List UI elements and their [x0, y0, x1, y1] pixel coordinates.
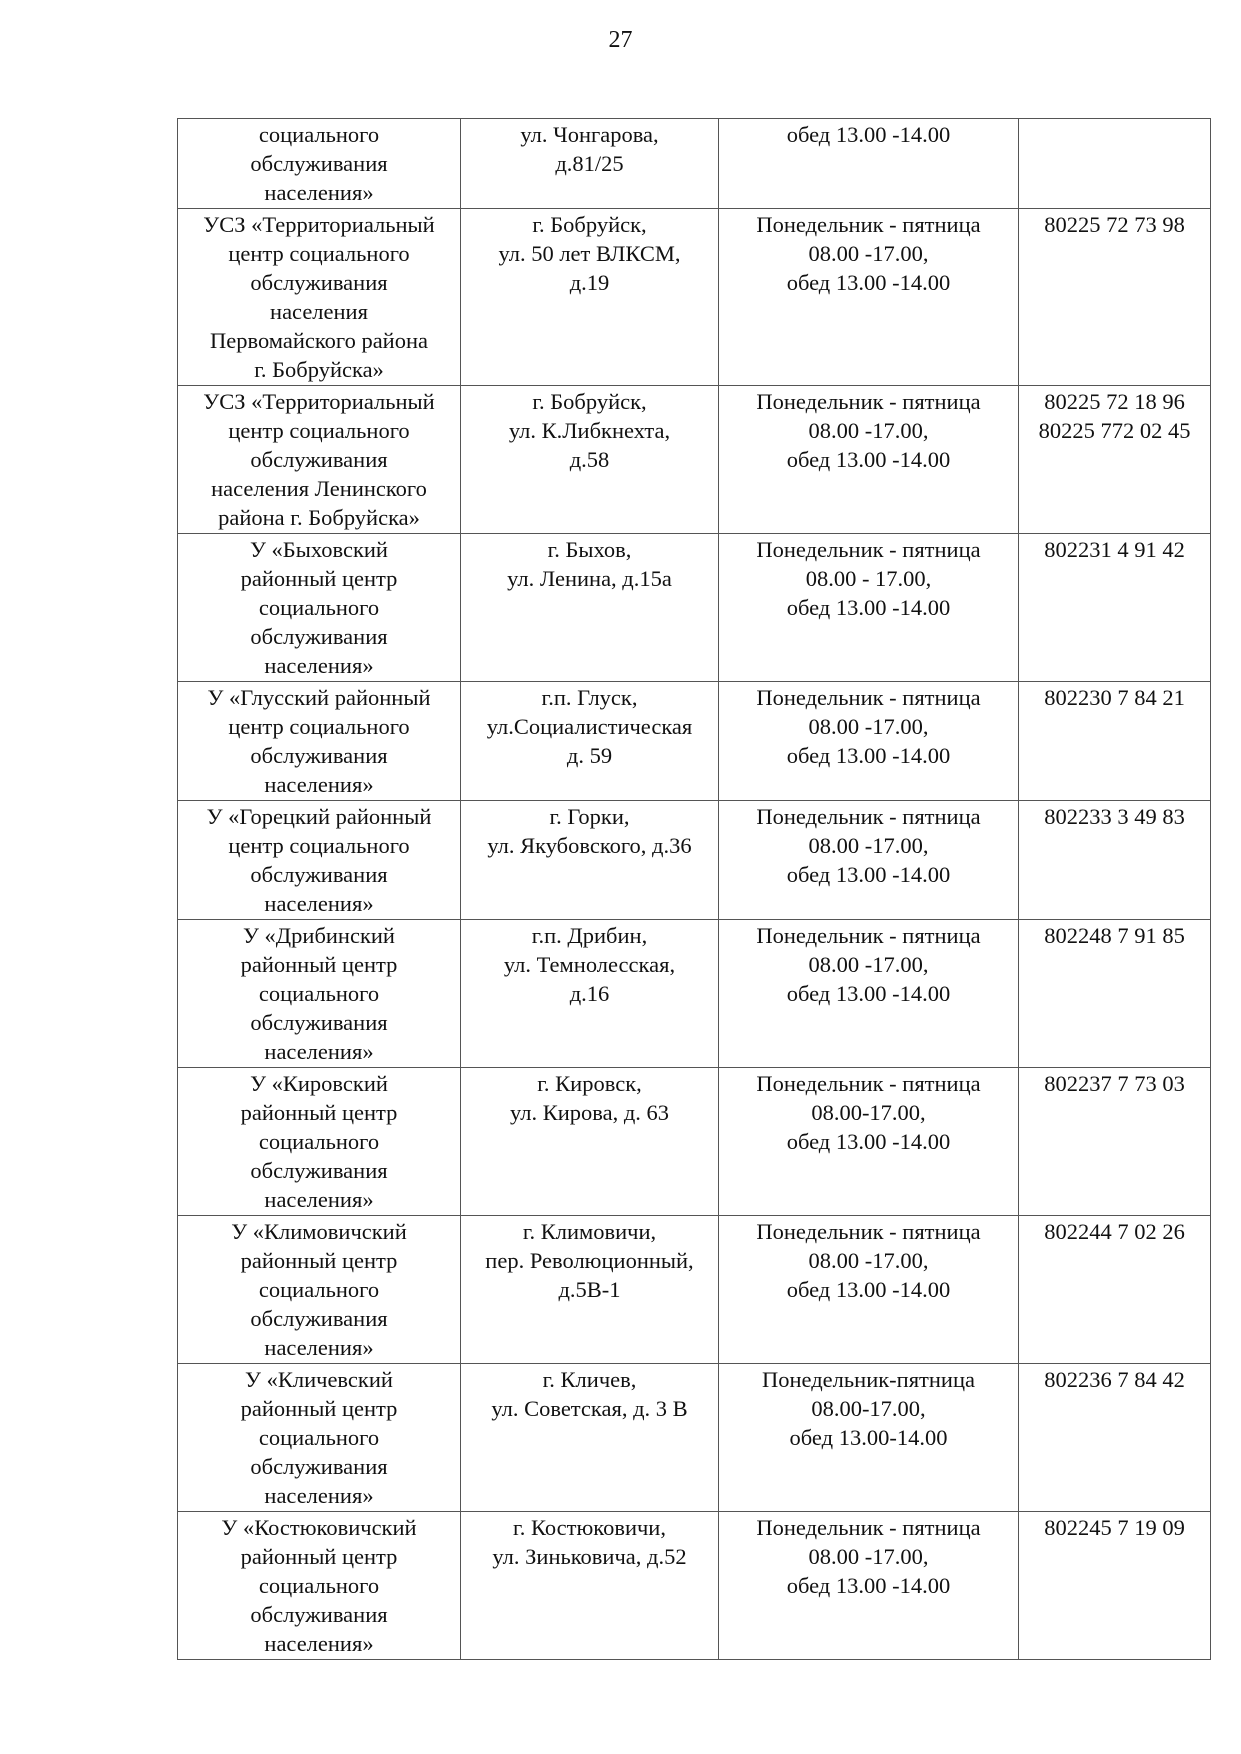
phone-cell: 802245 7 19 09 — [1019, 1512, 1211, 1660]
table-row — [178, 801, 1211, 920]
org-name-cell: социального обслуживания населения» — [178, 119, 461, 209]
address-cell: г. Климовичи, пер. Революционный, д.5В-1 — [461, 1216, 719, 1364]
address-cell: г.п. Дрибин, ул. Темнолесская, д.16 — [461, 920, 719, 1068]
table-row — [178, 209, 1211, 386]
phone-cell: 802233 3 49 83 — [1019, 801, 1211, 920]
address-cell: ул. Чонгарова, д.81/25 — [461, 119, 719, 209]
schedule-cell: Понедельник - пятница 08.00 - 17.00, обед 13.00 -14.00 — [719, 534, 1019, 682]
schedule-cell: Понедельник - пятница 08.00 -17.00, обед 13.00 -14.00 — [719, 209, 1019, 386]
org-name-cell: У «Кировский районный центр социального обслуживания населения» — [178, 1068, 461, 1216]
org-name-cell: У «Горецкий районный центр социального обслуживания населения» — [178, 801, 461, 920]
phone-cell: 802237 7 73 03 — [1019, 1068, 1211, 1216]
schedule-cell: Понедельник - пятница 08.00 -17.00, обед 13.00 -14.00 — [719, 682, 1019, 801]
address-cell: г. Бобруйск, ул. 50 лет ВЛКСМ, д.19 — [461, 209, 719, 386]
phone-cell — [1019, 119, 1211, 209]
address-cell: г. Кировск, ул. Кирова, д. 63 — [461, 1068, 719, 1216]
schedule-cell: Понедельник - пятница 08.00 -17.00, обед 13.00 -14.00 — [719, 1512, 1019, 1660]
org-name-cell: У «Глусский районный центр социального обслуживания населения» — [178, 682, 461, 801]
table-row — [178, 386, 1211, 534]
phone-cell: 802244 7 02 26 — [1019, 1216, 1211, 1364]
schedule-cell: Понедельник - пятница 08.00 -17.00, обед 13.00 -14.00 — [719, 386, 1019, 534]
schedule-cell: Понедельник - пятница 08.00 -17.00, обед 13.00 -14.00 — [719, 920, 1019, 1068]
address-cell: г. Кличев, ул. Советская, д. 3 В — [461, 1364, 719, 1512]
org-name-cell: У «Климовичский районный центр социального обслуживания населения» — [178, 1216, 461, 1364]
table-row — [178, 1512, 1211, 1660]
schedule-cell: Понедельник - пятница 08.00 -17.00, обед 13.00 -14.00 — [719, 801, 1019, 920]
table-row — [178, 1216, 1211, 1364]
schedule-cell: Понедельник - пятница 08.00 -17.00, обед 13.00 -14.00 — [719, 1216, 1019, 1364]
phone-cell: 802236 7 84 42 — [1019, 1364, 1211, 1512]
org-name-cell: У «Костюковичский районный центр социального обслуживания населения» — [178, 1512, 461, 1660]
org-name-cell: УСЗ «Территориальный центр социального обслуживания населения Первомайского района г. Бобруйска» — [178, 209, 461, 386]
address-cell: г. Бобруйск, ул. К.Либкнехта, д.58 — [461, 386, 719, 534]
address-cell: г. Быхов, ул. Ленина, д.15а — [461, 534, 719, 682]
institutions-table — [177, 118, 1211, 1660]
org-name-cell: У «Кличевский районный центр социального обслуживания населения» — [178, 1364, 461, 1512]
schedule-cell: Понедельник - пятница 08.00-17.00, обед 13.00 -14.00 — [719, 1068, 1019, 1216]
schedule-cell: обед 13.00 -14.00 — [719, 119, 1019, 209]
address-cell: г.п. Глуск, ул.Социалистическая д. 59 — [461, 682, 719, 801]
phone-cell: 80225 72 73 98 — [1019, 209, 1211, 386]
table-row — [178, 1068, 1211, 1216]
phone-cell: 80225 72 18 96 80225 772 02 45 — [1019, 386, 1211, 534]
org-name-cell: УСЗ «Территориальный центр социального обслуживания населения Ленинского района г. Бобруйска» — [178, 386, 461, 534]
table-row — [178, 119, 1211, 209]
table-row — [178, 1364, 1211, 1512]
table-row — [178, 682, 1211, 801]
address-cell: г. Горки, ул. Якубовского, д.36 — [461, 801, 719, 920]
address-cell: г. Костюковичи, ул. Зиньковича, д.52 — [461, 1512, 719, 1660]
org-name-cell: У «Быховский районный центр социального обслуживания населения» — [178, 534, 461, 682]
table-row — [178, 920, 1211, 1068]
schedule-cell: Понедельник-пятница 08.00-17.00, обед 13.00-14.00 — [719, 1364, 1019, 1512]
phone-cell: 802230 7 84 21 — [1019, 682, 1211, 801]
org-name-cell: У «Дрибинский районный центр социального обслуживания населения» — [178, 920, 461, 1068]
page-number: 27 — [608, 27, 633, 53]
table-row — [178, 534, 1211, 682]
phone-cell: 802248 7 91 85 — [1019, 920, 1211, 1068]
phone-cell: 802231 4 91 42 — [1019, 534, 1211, 682]
